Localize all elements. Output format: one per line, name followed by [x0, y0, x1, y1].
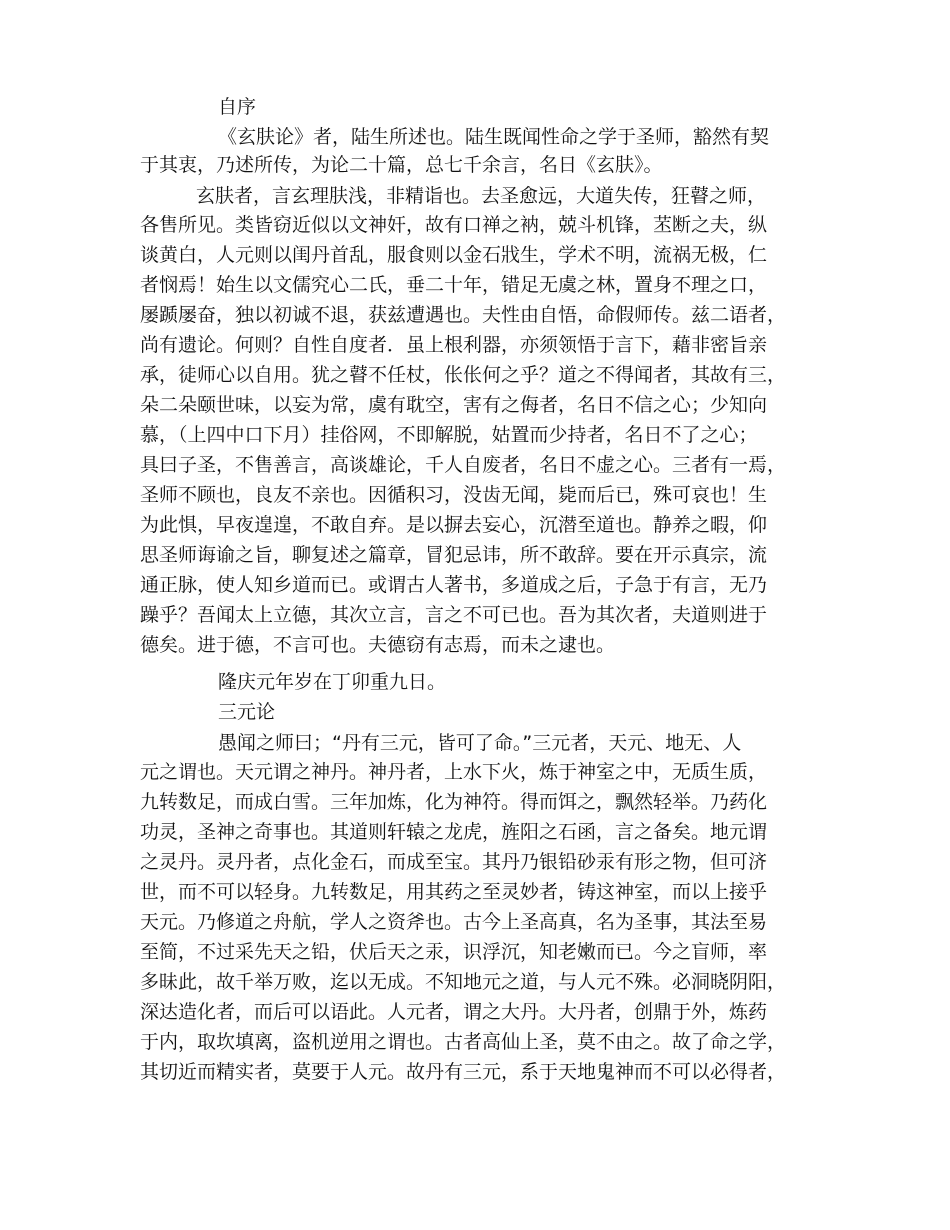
paragraph-line: 于其衷，乃述所传，为论二十篇，总七千余言，名日《玄肤》。	[140, 154, 663, 176]
paragraph-line: 躁乎？吾闻太上立德，其次立言，言之不可已也。吾为其次者，夫道则进于	[140, 604, 768, 626]
paragraph-line: 于内，取坎填离，盗机逆用之谓也。古者高仙上圣，莫不由之。故了命之学，	[140, 1031, 787, 1053]
paragraph-line: 天元。乃修道之舟航，学人之资斧也。古今上圣高真，名为圣事，其法至易	[140, 911, 768, 933]
paragraph-line: 德矣。进于德，不言可也。夫德窃有志焉，而未之逮也。	[140, 634, 616, 656]
paragraph-line: 者悯焉！始生以文儒究心二氏，垂二十年，错足无虞之林，置身不理之口，	[140, 274, 768, 296]
paragraph-line: 朵二朵颐世味，以妄为常，虞有耽空，害有之侮者，名日不信之心；少知向	[140, 394, 768, 416]
paragraph-line: 至简，不过采先天之铅，伏后天之汞，识浮沉，知老嫩而已。今之盲师，率	[140, 941, 768, 963]
paragraph-line: 圣师不顾也，良友不亲也。因循积习，没齿无闻，毙而后已，殊可哀也！生	[140, 484, 768, 506]
paragraph-line: 谈黄白，人元则以闺丹首乱，服食则以金石戕生，学术不明，流祸无极，仁	[140, 244, 768, 266]
paragraph-line: 尚有遗论。何则？自性自度者．虽上根利器，亦须领悟于言下，藉非密旨亲	[140, 334, 768, 356]
paragraph-line: 愚闻之师曰；“丹有三元，皆可了命。”三元者，天元、地无、人	[218, 732, 742, 754]
paragraph-line: 其切近而精实者，莫要于人元。故丹有三元，系于天地鬼神而不可以必得者，	[140, 1061, 787, 1083]
section-heading: 三元论	[218, 701, 276, 723]
paragraph-line: 玄肤者，言玄理肤浅，非精诣也。去圣愈远，大道失传，狂瞽之师，	[196, 185, 767, 207]
date-line: 隆庆元年岁在丁卯重九日。	[218, 671, 447, 693]
paragraph-line: 通正脉，使人知乡道而已。或谓古人著书，多道成之后，子急于有言，无乃	[140, 574, 768, 596]
paragraph-line: 承，徒师心以自用。犹之瞽不任杖，伥伥何之乎？道之不得闻者，其故有三，	[140, 364, 787, 386]
paragraph-line: 屡踬屡奋，独以初诚不退，获兹遭遇也。夫性由自悟，命假师传。兹二语者，	[140, 304, 787, 326]
paragraph-line: 之灵丹。灵丹者，点化金石，而成至宝。其丹乃银铅砂汞有形之物，但可济	[140, 851, 768, 873]
paragraph-line: 世，而不可以轻身。九转数足，用其药之至灵妙者，铸这神室，而以上接乎	[140, 881, 768, 903]
paragraph-line: 《玄肤论》者，陆生所述也。陆生既闻性命之学于圣师，豁然有契	[218, 126, 770, 148]
paragraph-line: 慕，（上四中口下月）挂俗网，不即解脱，姑置而少持者，名日不了之心；	[140, 424, 758, 446]
paragraph-line: 具曰子圣，不售善言，高谈雄论，千人自废者，名日不虚之心。三者有一焉，	[140, 454, 787, 476]
paragraph-line: 九转数足，而成白雪。三年加炼，化为神符。得而饵之，飘然轻举。乃药化	[140, 791, 768, 813]
paragraph-line: 思圣师诲谕之旨，聊复述之篇章，冒犯忌讳，所不敢辞。要在开示真宗，流	[140, 544, 768, 566]
paragraph-line: 多昧此，故千举万败，迄以无成。不知地元之道，与人元不殊。必洞晓阴阳，	[140, 971, 787, 993]
paragraph-line: 元之谓也。天元谓之神丹。神丹者，上水下火，炼于神室之中，无质生质，	[140, 761, 768, 783]
paragraph-line: 为此惧，早夜遑遑，不敢自弃。是以摒去妄心，沉潜至道也。静养之暇，仰	[140, 514, 768, 536]
paragraph-line: 各售所见。类皆窃近似以文神奸，故有口禅之衲，兢斗机锋，苤断之夫，纵	[140, 214, 768, 236]
preface-heading: 自序	[218, 96, 257, 118]
paragraph-line: 深达造化者，而后可以语此。人元者，谓之大丹。大丹者，创鼎于外，炼药	[140, 1001, 768, 1023]
paragraph-line: 功灵，圣神之奇事也。其道则轩辕之龙虎，旌阳之石函，言之备矣。地元谓	[140, 821, 768, 843]
